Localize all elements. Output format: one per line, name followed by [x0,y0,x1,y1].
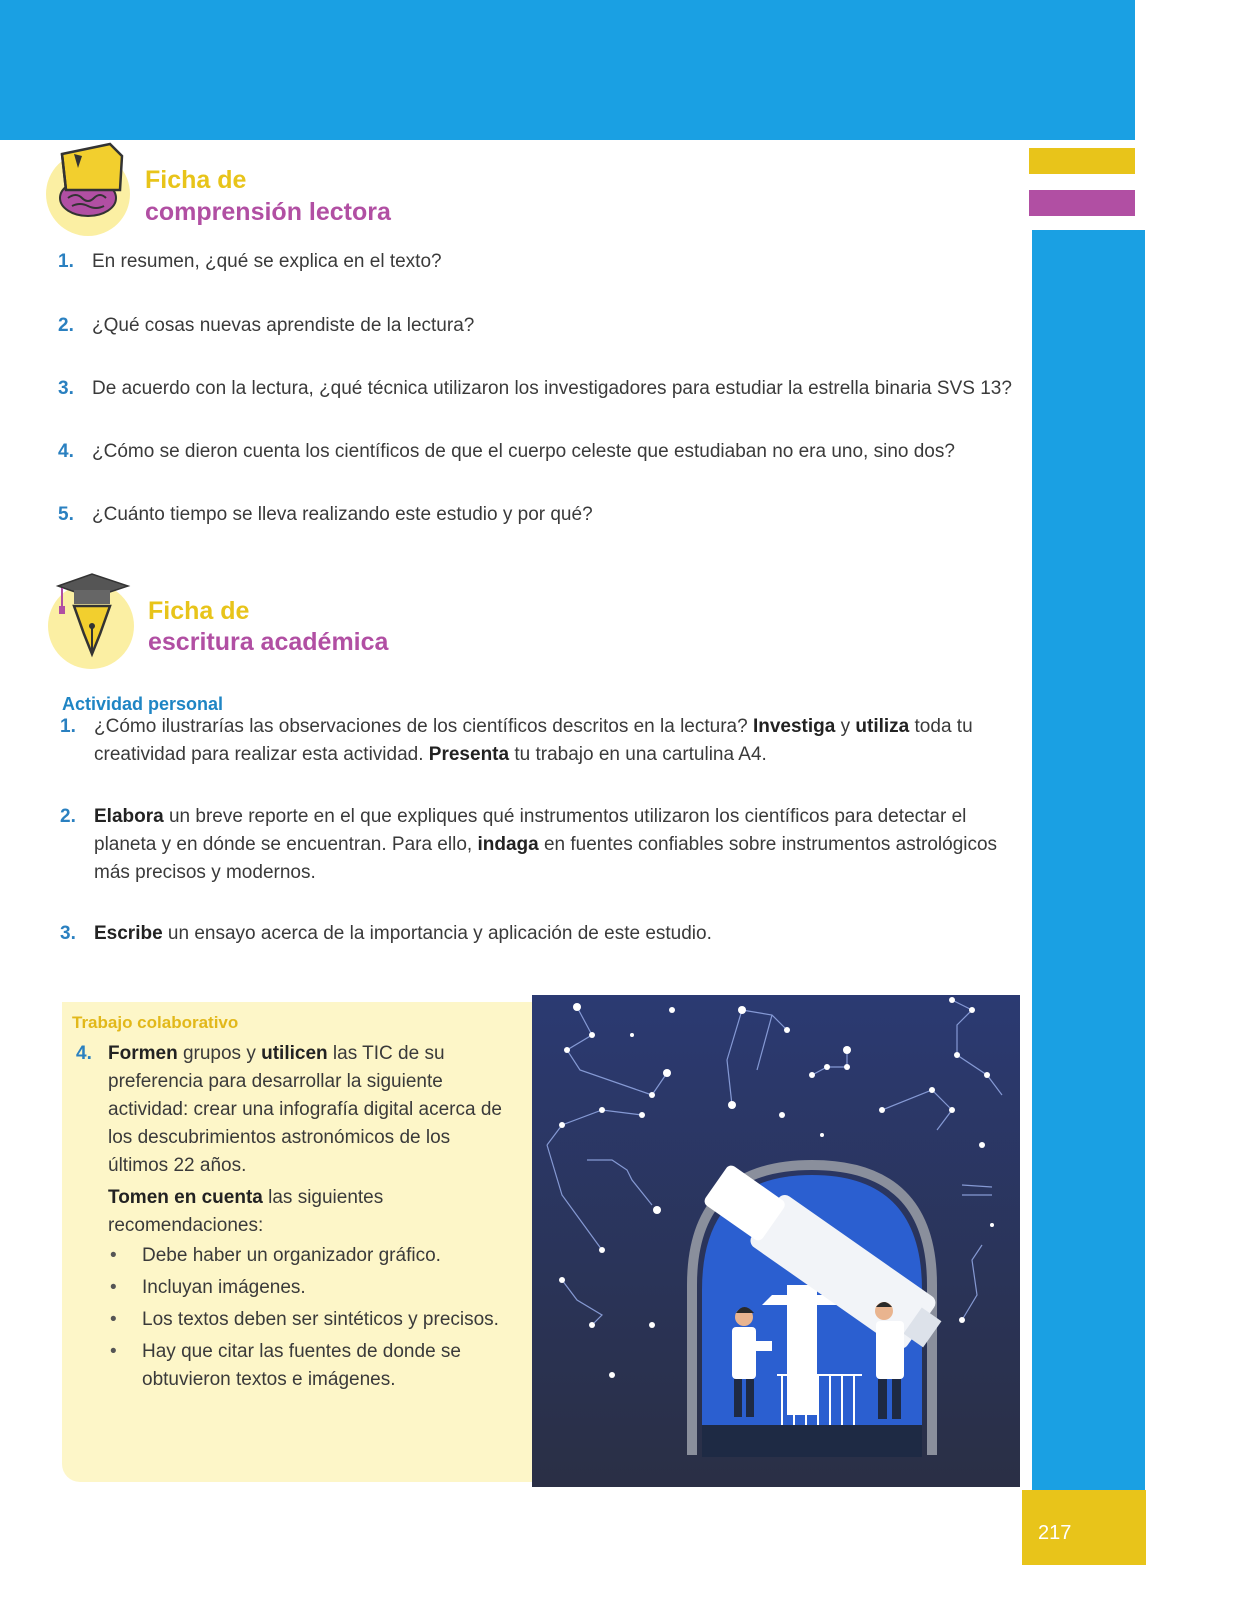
list-item: • Debe haber un organizador gráfico. [108,1242,506,1270]
list-item: • Incluyan imágenes. [108,1274,506,1302]
graduation-cap-pen-icon [52,572,132,660]
page-number: 217 [1038,1522,1072,1544]
writing-title-line2: escritura académica [148,628,389,656]
reading-question-text: ¿Cómo se dieron cuenta los científicos de que el cuerpo celeste que estudiaban no era uno, sino dos? [92,441,955,462]
writing-item-text: ¿Cómo ilustrarías las observaciones de los científicos descritos en la lectura? Investiga y utiliza toda tu creatividad para realizar esta actividad. Presenta tu trabajo en una cartulina A4. [94,716,973,765]
top-blue-band [0,0,1135,140]
list-item: • Hay que citar las fuentes de donde se obtuvieron textos e imágenes. [108,1338,506,1394]
side-tab-magenta [1029,190,1135,216]
side-tab-yellow [1029,148,1135,174]
collab-item-number: 4. [76,1043,92,1064]
writing-item-text: Elabora un breve reporte en el que expliques qué instrumentos utilizaron los científicos para detectar el planeta y en dónde se encuentran. Para ello, indaga en fuentes confiables sobre instrumentos astrológicos más precisos y modernos. [94,806,998,883]
reading-title-line2: comprensión lectora [145,198,391,226]
collab-recommendations-list [108,1242,506,1394]
collab-paragraph-2: Tomen en cuenta las siguientes recomendaciones: [108,1187,384,1236]
personal-activity-subhead: Actividad personal [62,694,224,714]
observatory-telescope-illustration [532,995,1020,1487]
collaborative-work-title: Trabajo colaborativo [72,1013,239,1032]
writing-title-line1: Ficha de [148,597,250,625]
side-blue-band [1032,230,1145,1505]
reading-question-text: ¿Cuánto tiempo se lleva realizando este estudio y por qué? [92,504,593,525]
reading-question-text: En resumen, ¿qué se explica en el texto? [92,251,442,272]
reading-title-line1: Ficha de [145,166,247,194]
collaborative-work-text [76,1040,506,1398]
reading-question-text: ¿Qué cosas nuevas aprendiste de la lectura? [92,315,475,336]
writing-item-text: Escribe un ensayo acerca de la importancia y aplicación de este estudio. [94,923,712,944]
reading-question-text: De acuerdo con la lectura, ¿qué técnica utilizaron los investigadores para estudiar la estrella binaria SVS 13? [92,378,1012,399]
collab-paragraph-1: Formen grupos y utilicen las TIC de su preferencia para desarrollar la siguiente actividad: crear una infografía digital acerca de los descubrimientos astronómicos de los últimos 22 años. [108,1043,502,1176]
list-item: • Los textos deben ser sintéticos y precisos. [108,1306,506,1334]
book-brain-icon [50,140,130,226]
